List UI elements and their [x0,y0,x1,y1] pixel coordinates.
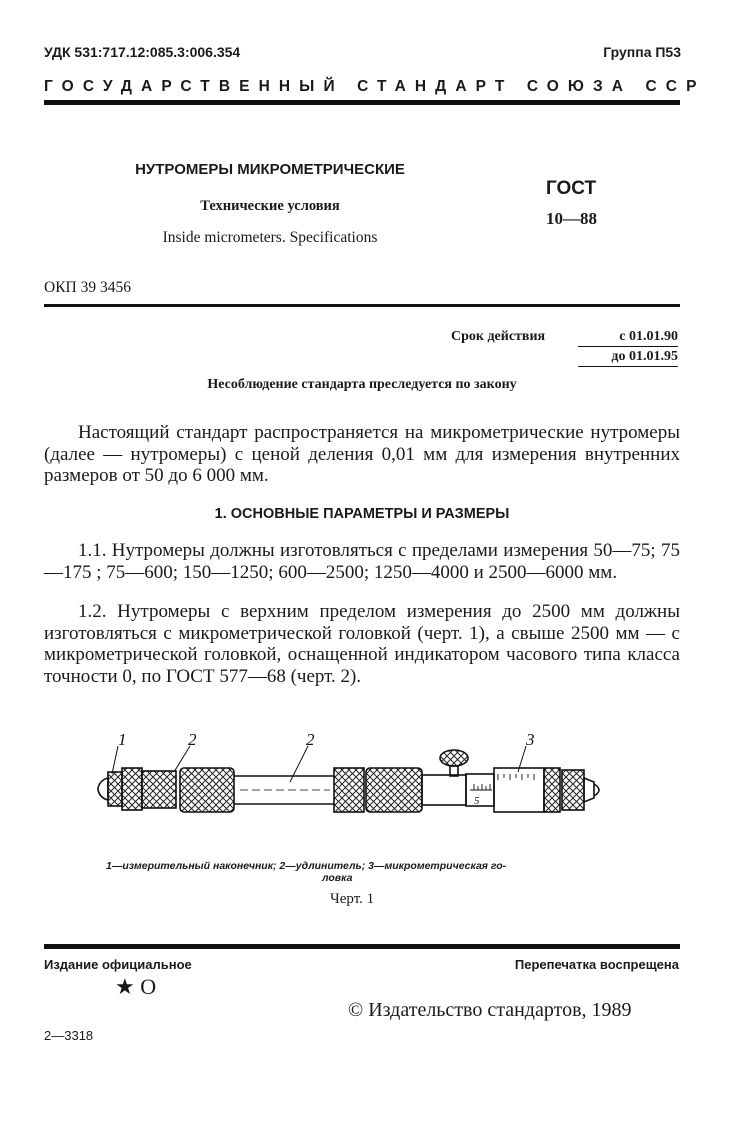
extension-knurl-1 [142,771,176,808]
udk-code: УДК 531:717.12:085.3:006.354 [44,44,241,60]
callout-2a: 2 [188,730,197,749]
gov-standard-heading: ГОСУДАРСТВЕННЫЙ СТАНДАРТ СОЮЗА ССР [44,78,706,95]
validity-underline-2 [578,366,678,367]
extension-knurl-2 [180,768,234,812]
gost-label: ГОСТ [546,178,597,199]
reprint-notice: Перепечатка воспрещена [514,957,679,972]
figure-caption-line-1: 1—измерительный наконечник; 2—удлинитель; 3—микрометрическая го- [106,860,507,872]
lock-screw [440,750,468,766]
okp-code: ОКП 39 3456 [44,279,131,296]
validity-from: с 01.01.90 [619,329,678,344]
paragraph-1-2: 1.2. Нутромеры с верхним пределом измерения до 2500 мм должны изготовляться с микрометрической головкой (черт. 1), а свыше 2500 мм — с микрометрической головкой, оснащенной индикатором часового типа класса точности 0, по ГОСТ 577—68 (черт. 2). [44,601,680,687]
callout-3: 3 [526,730,535,749]
validity-underline-1 [578,346,678,347]
footer-rule [44,944,680,949]
extension-knurl-3 [334,768,364,812]
extension-knurl-4 [366,768,422,812]
micrometer-drawing [90,728,620,840]
official-edition: Издание официальное [44,957,192,972]
title-rule [44,304,680,307]
thimble-knurl [562,770,584,810]
section-heading: 1. ОСНОВНЫЕ ПАРАМЕТРЫ И РАЗМЕРЫ [214,506,510,522]
document-title: НУТРОМЕРЫ МИКРОМЕТРИЧЕСКИЕ [135,161,405,178]
english-title: Inside micrometers. Specifications [162,229,378,246]
gost-number: 10—88 [546,209,597,228]
paragraph-1-1: 1.1. Нутромеры должны изготовляться с пределами измерения 50—75; 75—175 ; 75—600; 150—1250; 600—2500; 1250—4000 и 2500—6000 мм. [44,540,680,583]
document-subtitle: Технические условия [200,198,340,214]
measuring-tip-left [98,778,108,800]
compliance-warning: Несоблюдение стандарта преследуется по закону [207,377,517,392]
header-rule [44,100,680,105]
validity-to: до 01.01.95 [611,349,678,364]
callout-1: 1 [118,730,127,749]
validity-label: Срок действия [451,329,546,344]
scale-mark: 5 [474,795,480,807]
edition-marks: ★ О [115,974,157,999]
group-code: Группа П53 [603,44,681,60]
figure-caption-line-2: ловка [322,872,353,884]
figure-label: Черт. 1 [330,891,375,907]
tip-knurl-left [108,772,122,806]
copyright: © Издательство стандартов, 1989 [348,999,632,1021]
callout-2b: 2 [306,730,315,749]
print-code: 2—3318 [44,1028,94,1043]
intro-paragraph: Настоящий стандарт распространяется на микрометрические нутромеры (далее — нутромеры) с ценой деления 0,01 мм для измерения внутренних размеров от 50 до 6 000 мм. [44,422,680,486]
